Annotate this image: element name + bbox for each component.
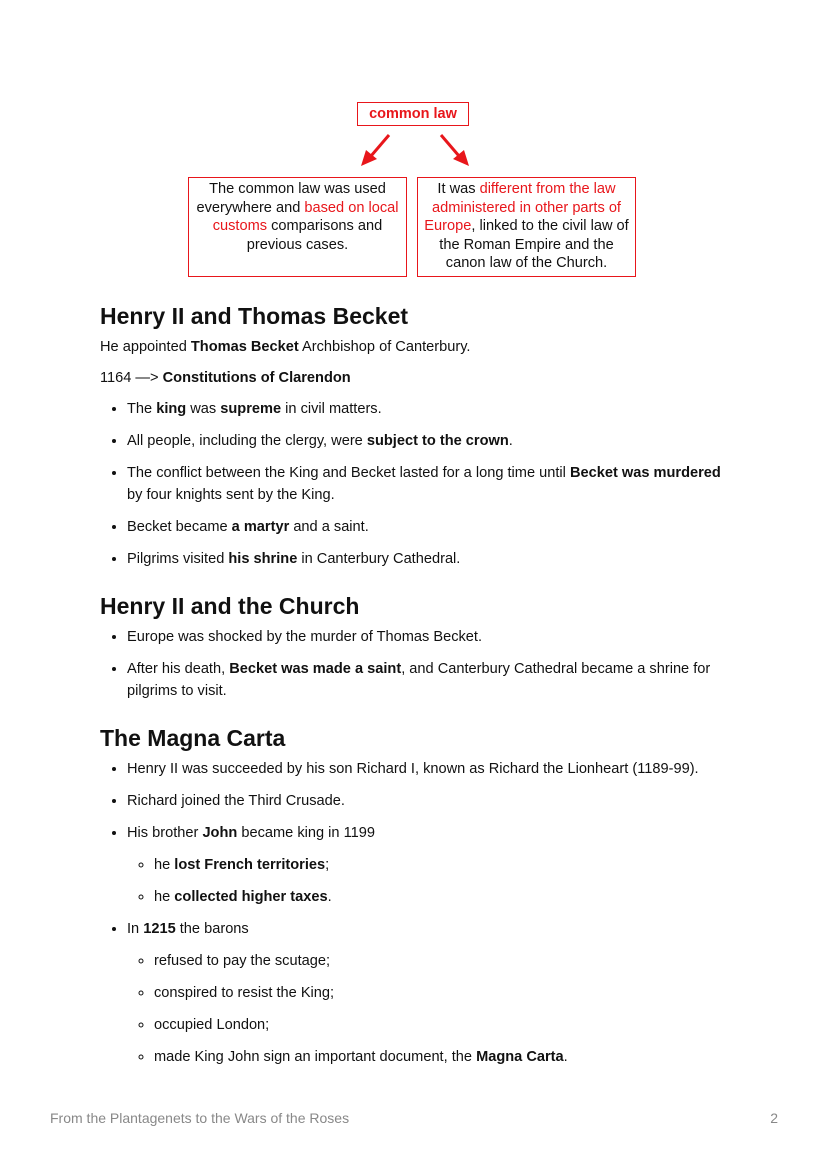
text: was — [186, 401, 221, 417]
text: The conflict between the King and Becket lasted for a long time until — [127, 465, 570, 481]
text: by four knights sent by the King. — [127, 487, 335, 503]
list-item: • Richard joined the Third Crusade. — [127, 790, 740, 812]
text: in Canterbury Cathedral. — [297, 551, 461, 567]
magna-carta-list — [100, 758, 740, 1068]
list-item: • Henry II was succeeded by his son Richard I, known as Richard the Lionheart (1189-99). — [127, 758, 740, 780]
left-box-text-end: comparisons and previous cases. — [246, 218, 383, 253]
paragraph-appointment — [100, 336, 740, 358]
text: ; — [325, 857, 330, 873]
becket-list — [100, 398, 740, 570]
bold-text: king — [156, 401, 187, 417]
list-item — [127, 548, 740, 570]
list-item — [127, 626, 740, 648]
bold-text: Thomas Becket — [190, 339, 299, 355]
paragraph-constitutions — [100, 367, 740, 389]
heading-henry-church: Henry II and the Church — [100, 593, 360, 619]
text: he — [154, 889, 175, 905]
text: He appointed — [100, 339, 191, 355]
sublist-item — [154, 1046, 740, 1068]
page-footer — [50, 1109, 778, 1127]
bold-text: lost French territories — [174, 857, 326, 873]
bold-text: Becket was murdered — [569, 465, 721, 481]
arrow-left-icon — [361, 135, 389, 166]
text: Archbishop of Canterbury. — [298, 339, 471, 355]
text: became king in 1199 — [237, 825, 375, 841]
text: he — [154, 857, 175, 873]
church-list — [100, 626, 740, 702]
sublist-item: ◦ occupied London; — [154, 1014, 740, 1036]
list-item — [127, 658, 740, 702]
bold-text: Constitutions of Clarendon — [162, 370, 351, 386]
common-law-diagram — [0, 0, 828, 290]
bold-text: 1215 — [143, 921, 176, 937]
text: and a saint. — [289, 519, 369, 535]
page-number: 2 — [770, 1110, 778, 1126]
heading-magna-carta: The Magna Carta — [100, 725, 286, 751]
diagram-right-box — [417, 177, 636, 277]
list-item — [127, 398, 740, 420]
list-item — [127, 462, 740, 506]
arrow-right-icon — [441, 135, 469, 166]
text: , and Canterbury Cathedral became a shrine for pilgrims to visit. — [127, 661, 711, 699]
left-box-highlight: based on local customs — [212, 199, 399, 235]
text: the barons — [175, 921, 249, 937]
sublist-item — [154, 854, 740, 876]
right-box-text-end: , linked to the civil law of the Roman Empire and the canon law of the Church. — [439, 218, 629, 272]
list-item — [127, 918, 740, 1068]
list-item — [127, 516, 740, 538]
bold-text: supreme — [220, 401, 282, 417]
bold-text: John — [202, 825, 238, 841]
bold-text: Becket was made a saint — [229, 661, 402, 677]
bold-text: Magna Carta — [476, 1049, 564, 1065]
barons-sublist — [127, 950, 740, 1068]
text: Europe was shocked by the murder of Thomas Becket. — [127, 629, 483, 645]
text: Pilgrims visited — [127, 551, 229, 567]
text: After his death, — [127, 661, 230, 677]
diagram-arrows — [355, 128, 485, 172]
text: . — [327, 889, 332, 905]
text: 1164 —> — [100, 370, 163, 386]
right-box-text: It was — [437, 181, 480, 197]
sublist-item — [154, 886, 740, 908]
text: In — [127, 921, 144, 937]
footer-title: From the Plantagenets to the Wars of the Roses — [50, 1110, 350, 1126]
text: . — [563, 1049, 568, 1065]
right-box-highlight: different from the law administered in other parts of Europe — [424, 181, 621, 235]
list-item — [127, 430, 740, 452]
document-body — [100, 296, 740, 1068]
bold-text: subject to the crown — [366, 433, 509, 449]
text: Becket became — [127, 519, 232, 535]
text: in civil matters. — [281, 401, 382, 417]
text: His brother — [127, 825, 203, 841]
text: . — [508, 433, 513, 449]
diagram-left-box — [188, 177, 407, 277]
heading-henry-becket: Henry II and Thomas Becket — [100, 303, 409, 329]
text: made King John sign an important document, the — [154, 1049, 477, 1065]
bold-text: collected higher taxes — [174, 889, 328, 905]
sublist-item: ◦ refused to pay the scutage; — [154, 950, 740, 972]
bold-text: his shrine — [228, 551, 298, 567]
diagram-top-label: common law — [357, 102, 469, 126]
sublist-item: ◦ conspired to resist the King; — [154, 982, 740, 1004]
john-sublist — [127, 854, 740, 908]
left-box-text: The common law was used everywhere and — [196, 181, 386, 216]
list-item — [127, 822, 740, 908]
text: The — [127, 401, 157, 417]
bold-text: a martyr — [231, 519, 290, 535]
text: All people, including the clergy, were — [127, 433, 367, 449]
